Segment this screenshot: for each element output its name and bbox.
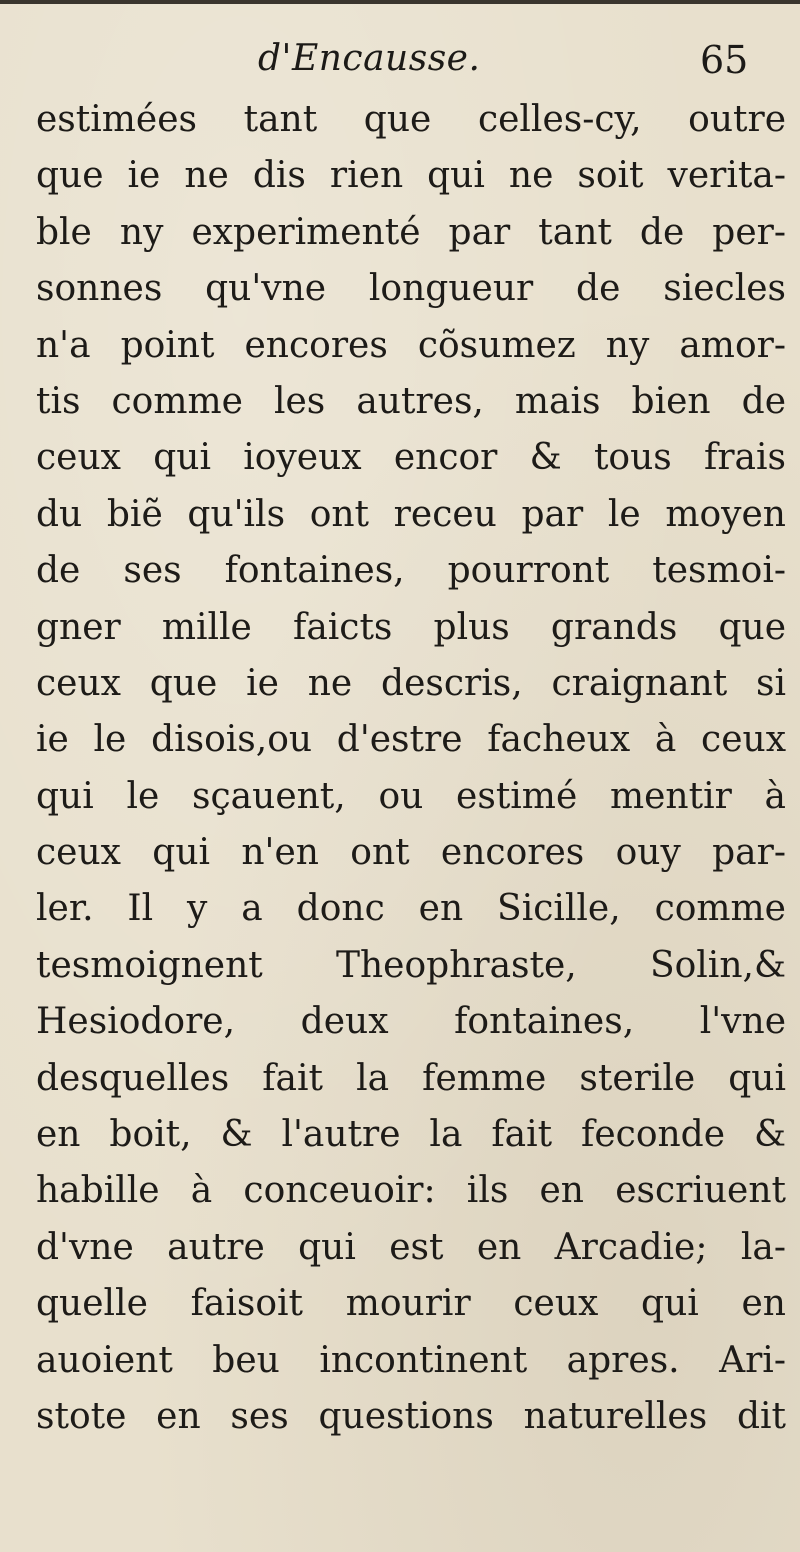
- text-line: Hesiodore, deux fontaines, l'vne: [36, 1001, 786, 1043]
- text-line: gner mille faicts plus grands que: [36, 606, 786, 648]
- text-line: ceux que ie ne descris, craignant si: [36, 662, 786, 704]
- text-line: auoient beu incontinent apres. Ari-: [36, 1339, 786, 1381]
- text-line: desquelles fait la femme sterile qui: [36, 1057, 786, 1099]
- text-line: ler. Il y a donc en Sicille, comme: [36, 888, 786, 930]
- text-line: de ses fontaines, pourront tesmoi-: [36, 550, 786, 592]
- page-header: [0, 38, 800, 98]
- text-line: quelle faisoit mourir ceux qui en: [36, 1283, 786, 1325]
- text-line: du biẽ qu'ils ont receu par le moyen: [36, 493, 786, 535]
- text-line: estimées tant que celles-cy, outre: [36, 99, 786, 140]
- text-line: en boit, & l'autre la fait feconde &: [36, 1114, 786, 1156]
- text-line: ble ny experimenté par tant de per-: [36, 211, 786, 253]
- text-line: que ie ne dis rien qui ne soit verita-: [36, 155, 786, 197]
- text-line: ceux qui n'en ont encores ouy par-: [36, 832, 786, 874]
- text-line: tesmoignent Theophraste, Solin,&: [36, 944, 786, 986]
- body-text: [36, 92, 786, 1445]
- text-line: d'vne autre qui est en Arcadie; la-: [36, 1226, 786, 1268]
- text-line: sonnes qu'vne longueur de siecles: [36, 268, 786, 310]
- text-line: tis comme les autres, mais bien de: [36, 380, 786, 422]
- text-line: stote en ses questions naturelles dit: [36, 1395, 786, 1437]
- text-line: n'a point encores cõsumez ny amor-: [36, 324, 786, 366]
- page-edge: [0, 0, 800, 4]
- text-line: qui le sçauent, ou estimé mentir à: [36, 775, 786, 817]
- text-line: ie le disois,ou d'estre facheux à ceux: [36, 719, 786, 761]
- text-line: ceux qui ioyeux encor & tous frais: [36, 437, 786, 479]
- page-number: 65: [700, 38, 749, 82]
- running-head: d'Encausse.: [258, 38, 481, 79]
- text-line: habille à conceuoir: ils en escriuent: [36, 1170, 786, 1212]
